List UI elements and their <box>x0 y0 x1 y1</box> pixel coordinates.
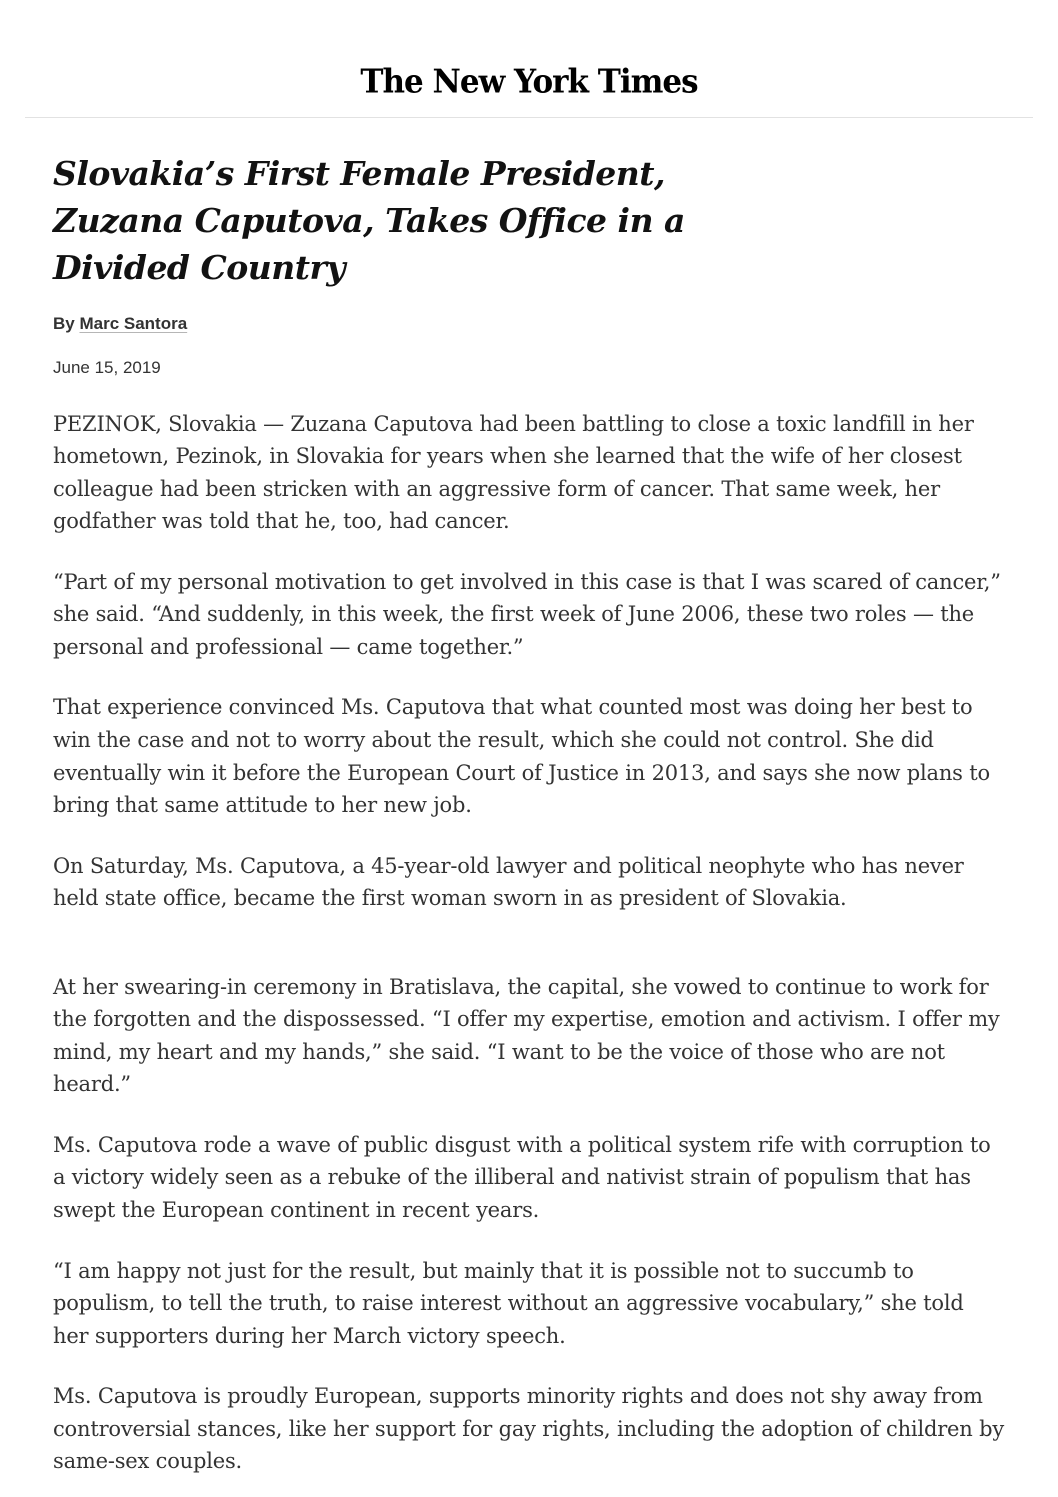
article-paragraph: PEZINOK, Slovakia — Zuzana Caputova had been battling to close a toxic landfill in her hometown, Pezinok, in Slovakia for years when she learned that the wife of her closest colleague had been stricken with an aggressive form of cancer. That same week, her godfather was told that he, too, had cancer. <box>53 411 974 534</box>
article-paragraph: “Part of my personal motivation to get involved in this case is that I was scared of cancer,” she said. “And suddenly, in this week, the first week of June 2006, these two roles — the personal and professional — came together.” <box>53 569 1001 659</box>
author-link[interactable]: Marc Santora <box>79 313 188 333</box>
article-paragraph: “I am happy not just for the result, but mainly that it is possible not to succumb to populism, to tell the truth, to raise interest without an aggressive vocabulary,” she told her supporters during her March victory speech. <box>53 1258 964 1348</box>
article-headline: Slovakia’s First Female President, Zuzana Caputova, Takes Office in a Divided Country <box>53 154 685 287</box>
byline <box>53 314 1005 334</box>
article-paragraph: Ms. Caputova rode a wave of public disgust with a political system rife with corruption to a victory widely seen as a rebuke of the illiberal and nativist strain of populism that has swept the European continent in recent years. <box>53 1132 991 1222</box>
body-copy <box>53 408 1005 1478</box>
publication-date: June 15, 2019 <box>53 357 161 377</box>
byline-prefix: By <box>53 313 80 333</box>
nyt-logo[interactable]: The New York Times <box>360 63 698 101</box>
article-paragraph: At her swearing-in ceremony in Bratislava, the capital, she vowed to continue to work for the forgotten and the dispossessed. “I offer my expertise, emotion and activism. I offer my mind, my heart and my hands,” she said. “I want to be the voice of those who are not heard.” <box>53 974 1000 1097</box>
article-paragraph: That experience convinced Ms. Caputova that what counted most was doing her best to win the case and not to worry about the result, which she could not control. She did eventually win it before the European Court of Justice in 2013, and says she now plans to bring that same attitude to her new job. <box>53 695 990 818</box>
masthead <box>0 64 1058 100</box>
article-body <box>0 151 1058 1478</box>
article-paragraph: Ms. Caputova is proudly European, supports minority rights and does not shy away from controversial stances, like her support for gay rights, including the adoption of children by same-sex couples. <box>53 1384 1004 1474</box>
masthead-divider <box>25 117 1033 118</box>
article-paragraph: On Saturday, Ms. Caputova, a 45-year-old lawyer and political neophyte who has never held state office, became the first woman sworn in as president of Slovakia. <box>53 853 964 911</box>
